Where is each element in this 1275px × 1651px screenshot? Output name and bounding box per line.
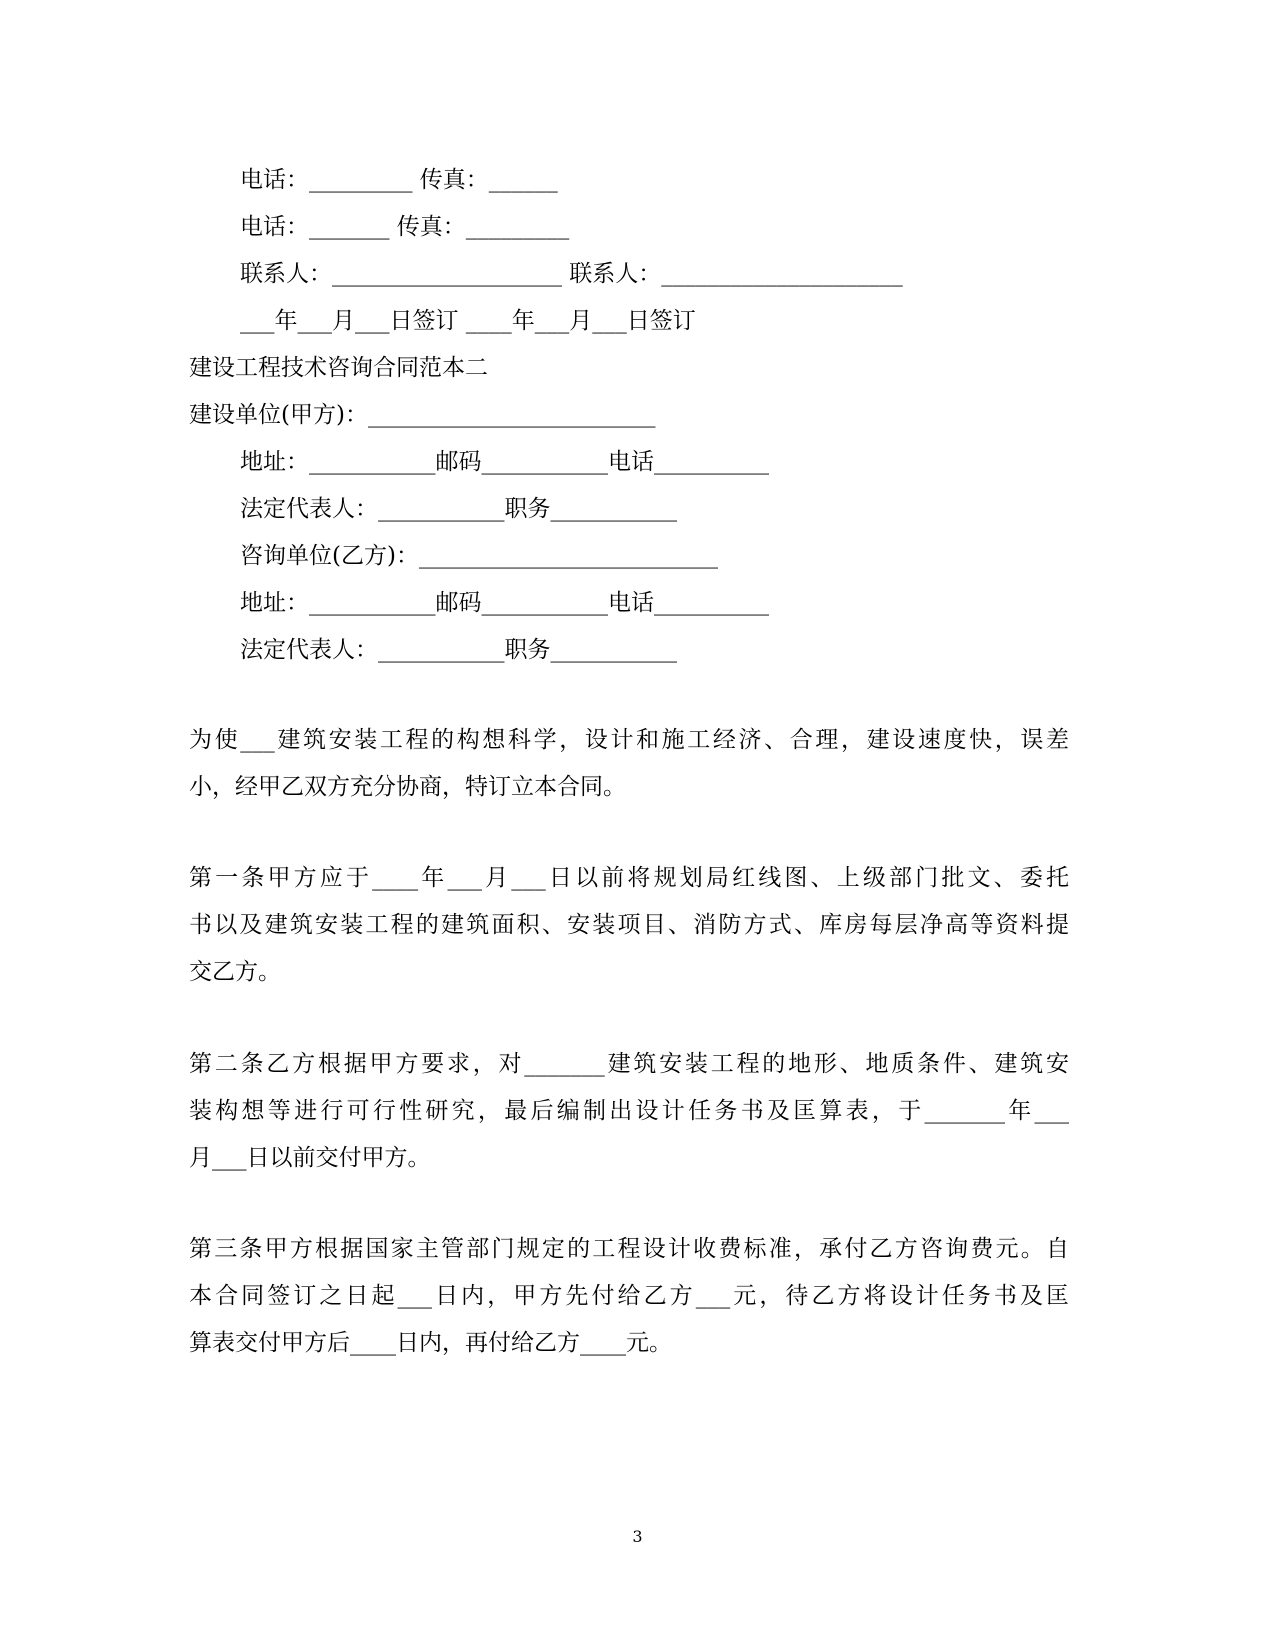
party-b-line: 咨询单位(乙方)：__________________________ xyxy=(240,543,718,569)
signing-date-line: ___年___月___日签订 ____年___月___日签订 xyxy=(240,308,696,334)
article-1-line-1: 第一条甲方应于____年___月___日以前将规划局红线图、上级部门批文、委托 xyxy=(189,865,1069,891)
article-3-line-3: 算表交付甲方后____日内，再付给乙方____元。 xyxy=(189,1330,672,1356)
phone-fax-line-1: 电话：_________ 传真：______ xyxy=(240,167,558,193)
section-title: 建设工程技术咨询合同范本二 xyxy=(189,355,488,381)
party-a-legal-rep-line: 法定代表人：___________职务___________ xyxy=(240,496,677,522)
article-2-line-3: 月___日以前交付甲方。 xyxy=(189,1145,431,1171)
article-3-line-1: 第三条甲方根据国家主管部门规定的工程设计收费标准，承付乙方咨询费元。自 xyxy=(189,1236,1069,1262)
article-2-line-2: 装构想等进行可行性研究，最后编制出设计任务书及匡算表，于_______年___ xyxy=(189,1098,1069,1124)
preamble-line-2: 小，经甲乙双方充分协商，特订立本合同。 xyxy=(189,774,626,800)
party-a-line: 建设单位(甲方)：_________________________ xyxy=(189,402,656,428)
article-3-line-2: 本合同签订之日起___日内，甲方先付给乙方___元，待乙方将设计任务书及匡 xyxy=(189,1283,1069,1309)
phone-fax-line-2: 电话：_______ 传真：_________ xyxy=(240,214,570,240)
preamble-line-1: 为使___建筑安装工程的构想科学，设计和施工经济、合理，建设速度快，误差 xyxy=(189,727,1069,753)
article-1-line-3: 交乙方。 xyxy=(189,959,281,985)
contact-person-line: 联系人：____________________ 联系人：_____________________ xyxy=(240,261,903,287)
page-number: 3 xyxy=(632,1527,643,1546)
party-a-address-line: 地址：___________邮码___________电话__________ xyxy=(240,449,769,475)
article-2-line-1: 第二条乙方根据甲方要求，对_______建筑安装工程的地形、地质条件、建筑安 xyxy=(189,1051,1069,1077)
article-1-line-2: 书以及建筑安装工程的建筑面积、安装项目、消防方式、库房每层净高等资料提 xyxy=(189,912,1069,938)
party-b-legal-rep-line: 法定代表人：___________职务___________ xyxy=(240,637,677,663)
party-b-address-line: 地址：___________邮码___________电话__________ xyxy=(240,590,769,616)
